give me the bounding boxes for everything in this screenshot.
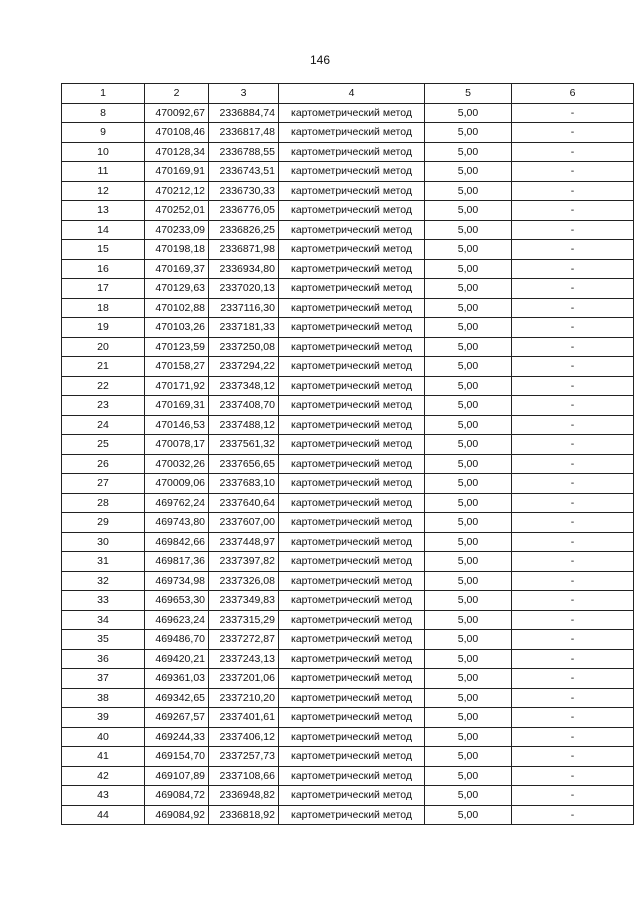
cell-note: - xyxy=(512,513,634,533)
header-cell-4: 4 xyxy=(279,84,425,104)
cell-accuracy: 5,00 xyxy=(425,396,512,416)
cell-x-coordinate: 469623,24 xyxy=(145,610,209,630)
cell-note: - xyxy=(512,259,634,279)
cell-point-number: 8 xyxy=(62,103,145,123)
cell-x-coordinate: 470009,06 xyxy=(145,474,209,494)
cell-x-coordinate: 469342,65 xyxy=(145,688,209,708)
cell-y-coordinate: 2336826,25 xyxy=(209,220,279,240)
cell-note: - xyxy=(512,454,634,474)
table-row xyxy=(62,162,634,182)
cell-x-coordinate: 469743,80 xyxy=(145,513,209,533)
cell-y-coordinate: 2336934,80 xyxy=(209,259,279,279)
cell-accuracy: 5,00 xyxy=(425,493,512,513)
cell-accuracy: 5,00 xyxy=(425,435,512,455)
table-row xyxy=(62,513,634,533)
cell-note: - xyxy=(512,415,634,435)
cell-x-coordinate: 469244,33 xyxy=(145,727,209,747)
cell-x-coordinate: 469084,92 xyxy=(145,805,209,825)
cell-point-number: 33 xyxy=(62,591,145,611)
cell-y-coordinate: 2337257,73 xyxy=(209,747,279,767)
table-header xyxy=(62,84,634,104)
table-row xyxy=(62,337,634,357)
cell-method: картометрический метод xyxy=(279,474,425,494)
cell-accuracy: 5,00 xyxy=(425,786,512,806)
cell-method: картометрический метод xyxy=(279,610,425,630)
cell-accuracy: 5,00 xyxy=(425,415,512,435)
cell-point-number: 10 xyxy=(62,142,145,162)
cell-method: картометрический метод xyxy=(279,298,425,318)
cell-accuracy: 5,00 xyxy=(425,123,512,143)
cell-point-number: 12 xyxy=(62,181,145,201)
table-row xyxy=(62,454,634,474)
cell-point-number: 30 xyxy=(62,532,145,552)
cell-accuracy: 5,00 xyxy=(425,142,512,162)
cell-note: - xyxy=(512,493,634,513)
cell-x-coordinate: 470129,63 xyxy=(145,279,209,299)
cell-method: картометрический метод xyxy=(279,357,425,377)
cell-accuracy: 5,00 xyxy=(425,630,512,650)
table-row xyxy=(62,318,634,338)
table-row xyxy=(62,786,634,806)
cell-accuracy: 5,00 xyxy=(425,552,512,572)
coordinates-table xyxy=(61,83,634,825)
cell-x-coordinate: 470123,59 xyxy=(145,337,209,357)
cell-point-number: 24 xyxy=(62,415,145,435)
cell-accuracy: 5,00 xyxy=(425,610,512,630)
cell-y-coordinate: 2337349,83 xyxy=(209,591,279,611)
table-row xyxy=(62,103,634,123)
table-row xyxy=(62,630,634,650)
table-row xyxy=(62,240,634,260)
table-row xyxy=(62,435,634,455)
cell-method: картометрический метод xyxy=(279,435,425,455)
cell-y-coordinate: 2337488,12 xyxy=(209,415,279,435)
cell-note: - xyxy=(512,162,634,182)
cell-method: картометрический метод xyxy=(279,240,425,260)
cell-note: - xyxy=(512,688,634,708)
cell-y-coordinate: 2336948,82 xyxy=(209,786,279,806)
cell-point-number: 42 xyxy=(62,766,145,786)
cell-x-coordinate: 469762,24 xyxy=(145,493,209,513)
header-cell-3: 3 xyxy=(209,84,279,104)
cell-point-number: 34 xyxy=(62,610,145,630)
cell-note: - xyxy=(512,181,634,201)
cell-y-coordinate: 2337397,82 xyxy=(209,552,279,572)
cell-y-coordinate: 2337561,32 xyxy=(209,435,279,455)
cell-note: - xyxy=(512,298,634,318)
cell-method: картометрический метод xyxy=(279,727,425,747)
cell-note: - xyxy=(512,630,634,650)
cell-point-number: 23 xyxy=(62,396,145,416)
cell-method: картометрический метод xyxy=(279,396,425,416)
cell-method: картометрический метод xyxy=(279,552,425,572)
table-row xyxy=(62,571,634,591)
table-row xyxy=(62,552,634,572)
cell-y-coordinate: 2337656,65 xyxy=(209,454,279,474)
cell-accuracy: 5,00 xyxy=(425,318,512,338)
cell-y-coordinate: 2337243,13 xyxy=(209,649,279,669)
cell-point-number: 40 xyxy=(62,727,145,747)
cell-note: - xyxy=(512,357,634,377)
cell-method: картометрический метод xyxy=(279,513,425,533)
cell-note: - xyxy=(512,142,634,162)
table-row xyxy=(62,766,634,786)
cell-method: картометрический метод xyxy=(279,532,425,552)
cell-note: - xyxy=(512,474,634,494)
cell-note: - xyxy=(512,669,634,689)
header-cell-2: 2 xyxy=(145,84,209,104)
cell-point-number: 35 xyxy=(62,630,145,650)
cell-point-number: 29 xyxy=(62,513,145,533)
cell-y-coordinate: 2336871,98 xyxy=(209,240,279,260)
cell-note: - xyxy=(512,552,634,572)
cell-y-coordinate: 2337020,13 xyxy=(209,279,279,299)
cell-accuracy: 5,00 xyxy=(425,649,512,669)
cell-accuracy: 5,00 xyxy=(425,454,512,474)
cell-x-coordinate: 469267,57 xyxy=(145,708,209,728)
cell-note: - xyxy=(512,103,634,123)
cell-method: картометрический метод xyxy=(279,337,425,357)
cell-y-coordinate: 2337181,33 xyxy=(209,318,279,338)
cell-accuracy: 5,00 xyxy=(425,591,512,611)
table-row xyxy=(62,181,634,201)
cell-point-number: 26 xyxy=(62,454,145,474)
cell-x-coordinate: 470108,46 xyxy=(145,123,209,143)
cell-x-coordinate: 470212,12 xyxy=(145,181,209,201)
cell-y-coordinate: 2337201,06 xyxy=(209,669,279,689)
table-row xyxy=(62,708,634,728)
header-row xyxy=(62,84,634,104)
cell-accuracy: 5,00 xyxy=(425,688,512,708)
table-row xyxy=(62,493,634,513)
cell-x-coordinate: 469653,30 xyxy=(145,591,209,611)
cell-point-number: 15 xyxy=(62,240,145,260)
cell-method: картометрический метод xyxy=(279,571,425,591)
cell-point-number: 9 xyxy=(62,123,145,143)
cell-x-coordinate: 469107,89 xyxy=(145,766,209,786)
cell-method: картометрический метод xyxy=(279,688,425,708)
cell-accuracy: 5,00 xyxy=(425,240,512,260)
cell-method: картометрический метод xyxy=(279,415,425,435)
cell-accuracy: 5,00 xyxy=(425,669,512,689)
cell-note: - xyxy=(512,786,634,806)
cell-point-number: 14 xyxy=(62,220,145,240)
table-row xyxy=(62,142,634,162)
cell-method: картометрический метод xyxy=(279,142,425,162)
table-row xyxy=(62,415,634,435)
cell-accuracy: 5,00 xyxy=(425,337,512,357)
cell-accuracy: 5,00 xyxy=(425,532,512,552)
table-row xyxy=(62,201,634,221)
page-number: 146 xyxy=(309,53,331,67)
cell-y-coordinate: 2337315,29 xyxy=(209,610,279,630)
cell-note: - xyxy=(512,766,634,786)
cell-method: картометрический метод xyxy=(279,747,425,767)
cell-method: картометрический метод xyxy=(279,805,425,825)
cell-accuracy: 5,00 xyxy=(425,805,512,825)
table-row xyxy=(62,123,634,143)
cell-x-coordinate: 470252,01 xyxy=(145,201,209,221)
cell-method: картометрический метод xyxy=(279,376,425,396)
cell-y-coordinate: 2337250,08 xyxy=(209,337,279,357)
cell-accuracy: 5,00 xyxy=(425,357,512,377)
cell-method: картометрический метод xyxy=(279,103,425,123)
cell-point-number: 31 xyxy=(62,552,145,572)
cell-point-number: 36 xyxy=(62,649,145,669)
cell-y-coordinate: 2337401,61 xyxy=(209,708,279,728)
cell-note: - xyxy=(512,201,634,221)
cell-accuracy: 5,00 xyxy=(425,201,512,221)
cell-x-coordinate: 469734,98 xyxy=(145,571,209,591)
cell-point-number: 22 xyxy=(62,376,145,396)
cell-point-number: 20 xyxy=(62,337,145,357)
cell-accuracy: 5,00 xyxy=(425,513,512,533)
table-row xyxy=(62,396,634,416)
cell-accuracy: 5,00 xyxy=(425,571,512,591)
cell-point-number: 28 xyxy=(62,493,145,513)
cell-note: - xyxy=(512,337,634,357)
table-row xyxy=(62,649,634,669)
cell-x-coordinate: 470169,31 xyxy=(145,396,209,416)
cell-point-number: 39 xyxy=(62,708,145,728)
table-row xyxy=(62,357,634,377)
cell-accuracy: 5,00 xyxy=(425,747,512,767)
cell-point-number: 37 xyxy=(62,669,145,689)
cell-accuracy: 5,00 xyxy=(425,708,512,728)
cell-note: - xyxy=(512,591,634,611)
cell-point-number: 38 xyxy=(62,688,145,708)
cell-accuracy: 5,00 xyxy=(425,766,512,786)
table-row xyxy=(62,279,634,299)
cell-note: - xyxy=(512,123,634,143)
cell-point-number: 11 xyxy=(62,162,145,182)
cell-point-number: 16 xyxy=(62,259,145,279)
cell-note: - xyxy=(512,727,634,747)
cell-x-coordinate: 470102,88 xyxy=(145,298,209,318)
cell-method: картометрический метод xyxy=(279,181,425,201)
cell-method: картометрический метод xyxy=(279,279,425,299)
cell-x-coordinate: 470146,53 xyxy=(145,415,209,435)
cell-x-coordinate: 470198,18 xyxy=(145,240,209,260)
cell-note: - xyxy=(512,708,634,728)
cell-x-coordinate: 470169,37 xyxy=(145,259,209,279)
cell-accuracy: 5,00 xyxy=(425,103,512,123)
table-body xyxy=(62,103,634,825)
cell-y-coordinate: 2337607,00 xyxy=(209,513,279,533)
cell-point-number: 27 xyxy=(62,474,145,494)
cell-y-coordinate: 2337408,70 xyxy=(209,396,279,416)
cell-y-coordinate: 2336884,74 xyxy=(209,103,279,123)
cell-x-coordinate: 470103,26 xyxy=(145,318,209,338)
cell-point-number: 21 xyxy=(62,357,145,377)
cell-method: картометрический метод xyxy=(279,201,425,221)
cell-y-coordinate: 2337108,66 xyxy=(209,766,279,786)
cell-method: картометрический метод xyxy=(279,123,425,143)
table-row xyxy=(62,688,634,708)
table-row xyxy=(62,610,634,630)
cell-x-coordinate: 469420,21 xyxy=(145,649,209,669)
cell-x-coordinate: 470092,67 xyxy=(145,103,209,123)
cell-y-coordinate: 2336743,51 xyxy=(209,162,279,182)
table-row xyxy=(62,298,634,318)
cell-note: - xyxy=(512,240,634,260)
cell-method: картометрический метод xyxy=(279,220,425,240)
cell-accuracy: 5,00 xyxy=(425,474,512,494)
cell-accuracy: 5,00 xyxy=(425,727,512,747)
cell-x-coordinate: 470158,27 xyxy=(145,357,209,377)
cell-note: - xyxy=(512,747,634,767)
cell-note: - xyxy=(512,610,634,630)
table-row xyxy=(62,747,634,767)
cell-method: картометрический метод xyxy=(279,318,425,338)
cell-point-number: 41 xyxy=(62,747,145,767)
cell-method: картометрический метод xyxy=(279,630,425,650)
table-row xyxy=(62,727,634,747)
cell-y-coordinate: 2337116,30 xyxy=(209,298,279,318)
cell-point-number: 32 xyxy=(62,571,145,591)
cell-point-number: 19 xyxy=(62,318,145,338)
cell-x-coordinate: 469154,70 xyxy=(145,747,209,767)
cell-x-coordinate: 470128,34 xyxy=(145,142,209,162)
header-cell-5: 5 xyxy=(425,84,512,104)
cell-x-coordinate: 469084,72 xyxy=(145,786,209,806)
cell-y-coordinate: 2336776,05 xyxy=(209,201,279,221)
cell-x-coordinate: 469817,36 xyxy=(145,552,209,572)
cell-x-coordinate: 469361,03 xyxy=(145,669,209,689)
cell-point-number: 25 xyxy=(62,435,145,455)
cell-method: картометрический метод xyxy=(279,493,425,513)
cell-x-coordinate: 470078,17 xyxy=(145,435,209,455)
cell-x-coordinate: 470169,91 xyxy=(145,162,209,182)
cell-method: картометрический метод xyxy=(279,649,425,669)
cell-method: картометрический метод xyxy=(279,786,425,806)
cell-y-coordinate: 2336817,48 xyxy=(209,123,279,143)
cell-y-coordinate: 2336730,33 xyxy=(209,181,279,201)
cell-method: картометрический метод xyxy=(279,259,425,279)
cell-method: картометрический метод xyxy=(279,591,425,611)
cell-y-coordinate: 2336788,55 xyxy=(209,142,279,162)
table-row xyxy=(62,532,634,552)
cell-method: картометрический метод xyxy=(279,669,425,689)
cell-x-coordinate: 470032,26 xyxy=(145,454,209,474)
table-row xyxy=(62,591,634,611)
cell-note: - xyxy=(512,649,634,669)
table-row xyxy=(62,220,634,240)
cell-accuracy: 5,00 xyxy=(425,181,512,201)
cell-y-coordinate: 2337210,20 xyxy=(209,688,279,708)
cell-note: - xyxy=(512,396,634,416)
cell-accuracy: 5,00 xyxy=(425,162,512,182)
cell-accuracy: 5,00 xyxy=(425,259,512,279)
cell-method: картометрический метод xyxy=(279,766,425,786)
cell-y-coordinate: 2337272,87 xyxy=(209,630,279,650)
cell-y-coordinate: 2337640,64 xyxy=(209,493,279,513)
cell-y-coordinate: 2337294,22 xyxy=(209,357,279,377)
cell-accuracy: 5,00 xyxy=(425,220,512,240)
cell-note: - xyxy=(512,435,634,455)
cell-method: картометрический метод xyxy=(279,162,425,182)
cell-point-number: 17 xyxy=(62,279,145,299)
header-cell-1: 1 xyxy=(62,84,145,104)
table-row xyxy=(62,669,634,689)
cell-accuracy: 5,00 xyxy=(425,298,512,318)
cell-note: - xyxy=(512,571,634,591)
cell-x-coordinate: 469842,66 xyxy=(145,532,209,552)
cell-x-coordinate: 470171,92 xyxy=(145,376,209,396)
cell-accuracy: 5,00 xyxy=(425,376,512,396)
cell-note: - xyxy=(512,532,634,552)
cell-note: - xyxy=(512,279,634,299)
cell-y-coordinate: 2336818,92 xyxy=(209,805,279,825)
cell-y-coordinate: 2337348,12 xyxy=(209,376,279,396)
cell-point-number: 43 xyxy=(62,786,145,806)
cell-x-coordinate: 470233,09 xyxy=(145,220,209,240)
cell-note: - xyxy=(512,805,634,825)
cell-y-coordinate: 2337326,08 xyxy=(209,571,279,591)
cell-method: картометрический метод xyxy=(279,454,425,474)
cell-y-coordinate: 2337406,12 xyxy=(209,727,279,747)
table-row xyxy=(62,474,634,494)
table-row xyxy=(62,376,634,396)
cell-accuracy: 5,00 xyxy=(425,279,512,299)
cell-point-number: 18 xyxy=(62,298,145,318)
table-row xyxy=(62,259,634,279)
header-cell-6: 6 xyxy=(512,84,634,104)
cell-note: - xyxy=(512,318,634,338)
cell-method: картометрический метод xyxy=(279,708,425,728)
table-row xyxy=(62,805,634,825)
cell-point-number: 44 xyxy=(62,805,145,825)
cell-note: - xyxy=(512,376,634,396)
cell-y-coordinate: 2337683,10 xyxy=(209,474,279,494)
cell-point-number: 13 xyxy=(62,201,145,221)
cell-y-coordinate: 2337448,97 xyxy=(209,532,279,552)
cell-note: - xyxy=(512,220,634,240)
cell-x-coordinate: 469486,70 xyxy=(145,630,209,650)
